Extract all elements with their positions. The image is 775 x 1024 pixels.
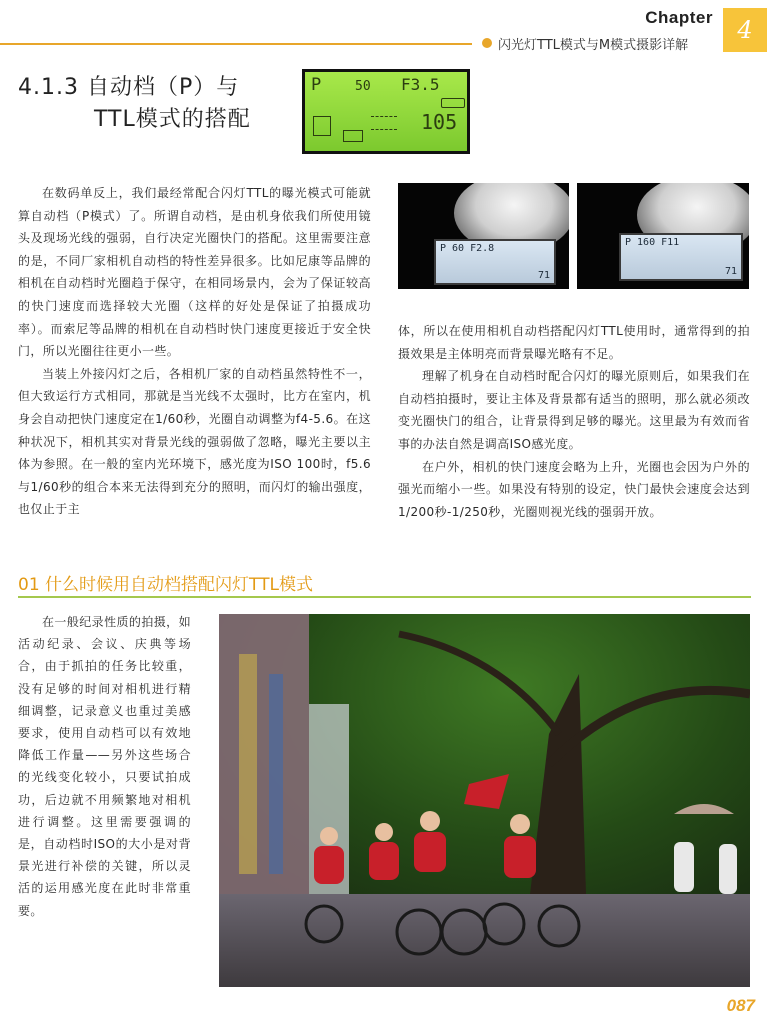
chapter-number-badge: 4	[723, 8, 767, 52]
subsection-text-column	[18, 611, 191, 922]
metering-icon	[343, 130, 363, 142]
battery-icon	[441, 98, 465, 108]
page-number: 087	[726, 996, 755, 1015]
section-title	[18, 72, 251, 136]
lcd-frame-count: 105	[421, 110, 458, 134]
paragraph: 在数码单反上，我们最经常配合闪灯TTL的曝光模式可能就算自动档（P模式）了。所谓自动档，是由机身依我们所使用镜头及现场光线的强弱，自行决定光圈快门的搭配。这里需要注意的是，不同厂家相机自动档的特性差异很多。比如尼康等品牌的相机在自动档时光圈趋于保守，在相同场景内，会为了保证较高的快门速度而选择较大光圈（这样的好处是保证了拍摄成功率）。而索尼等品牌的相机在自动档时快门速度更接近于安全快门，所以光圈往往更小一些。	[18, 186, 371, 359]
lcd-screen	[305, 72, 467, 151]
subsection-heading: 01 什么时候用自动档搭配闪灯TTL模式	[18, 575, 313, 595]
subsection-rule	[18, 596, 751, 598]
camera-photo-2	[577, 183, 749, 289]
chapter-label: Chapter	[645, 8, 713, 27]
camera-lcd-count: 71	[537, 270, 550, 281]
lcd-shutter: 50	[355, 79, 371, 94]
camera-top-lcd	[434, 239, 556, 285]
body-text-right-column	[398, 320, 750, 523]
paragraph: 体，所以在使用相机自动档搭配闪灯TTL使用时，通常得到的拍摄效果是主体明亮而背景曝光略有不足。	[398, 324, 750, 361]
paragraph: 在户外，相机的快门速度会略为上升，光圈也会因为户外的强光而缩小一些。如果没有特别的设定，快门最快会速度会达到1/200秒-1/250秒，光圈则视光线的强弱开放。	[398, 459, 750, 519]
camera-lcd-count: 71	[724, 266, 737, 277]
header-rule	[0, 43, 472, 45]
section-title-line2: TTL模式的搭配	[94, 107, 251, 132]
camera-photo-1	[398, 183, 569, 289]
paragraph: 当装上外接闪灯之后，各相机厂家的自动档虽然特性不一，但大致运行方式相同，那就是当光线不太强时，比方在室内，机身会自动把快门速度定在1/60秒，光圈自动调整为f4-5.6。在这种状况下，相机其实对背景光线的强弱做了忽略，曝光主要以主体为参照。在一般的室内光环境下，感光度为ISO 100时，f5.6与1/60秒的组合本来无法得到充分的照明，而闪灯的输出强度，也仅止于主	[18, 366, 371, 517]
cyclists-photo	[219, 614, 750, 987]
camera-lcd-image	[302, 69, 470, 154]
camera-lcd-readout: P 60 F2.8	[440, 243, 495, 254]
body-text-left-column	[18, 182, 371, 521]
paragraph: 理解了机身在自动档时配合闪灯的曝光原则后，如果我们在自动档拍摄时，要让主体及背景都有适当的照明，那么就必须改变光圈快门的组合，让背景得到足够的曝光。这里最为有效而省事的办法自然是调高ISO感光度。	[398, 369, 750, 451]
header-bullet-icon	[482, 38, 492, 48]
mode-dial-icon	[313, 116, 331, 136]
exposure-scale-icon	[371, 116, 397, 130]
running-header-title: 闪光灯TTL模式与M模式摄影详解	[498, 38, 689, 53]
paragraph: 在一般纪录性质的拍摄，如活动纪录、会议、庆典等场合，由于抓拍的任务比较重，没有足够的时间对相机进行精细调整，记录意义也重过美感要求，使用自动档可以有效地降低工作量——另外这些场合的光线变化较小，只要试拍成功，后边就不用频繁地对相机进行调整。这里需要强调的是，自动档时ISO的大小是对背景光进行补偿的关键，所以灵活的运用感光度在此时非常重要。	[18, 615, 191, 918]
camera-lcd-readout: P 160 F11	[625, 237, 680, 248]
lcd-aperture: F3.5	[401, 75, 440, 94]
lcd-mode: P	[311, 75, 322, 95]
section-title-line1: 4.1.3 自动档（P）与	[18, 75, 240, 100]
camera-top-lcd	[619, 233, 743, 281]
photo-illustration	[219, 614, 750, 987]
